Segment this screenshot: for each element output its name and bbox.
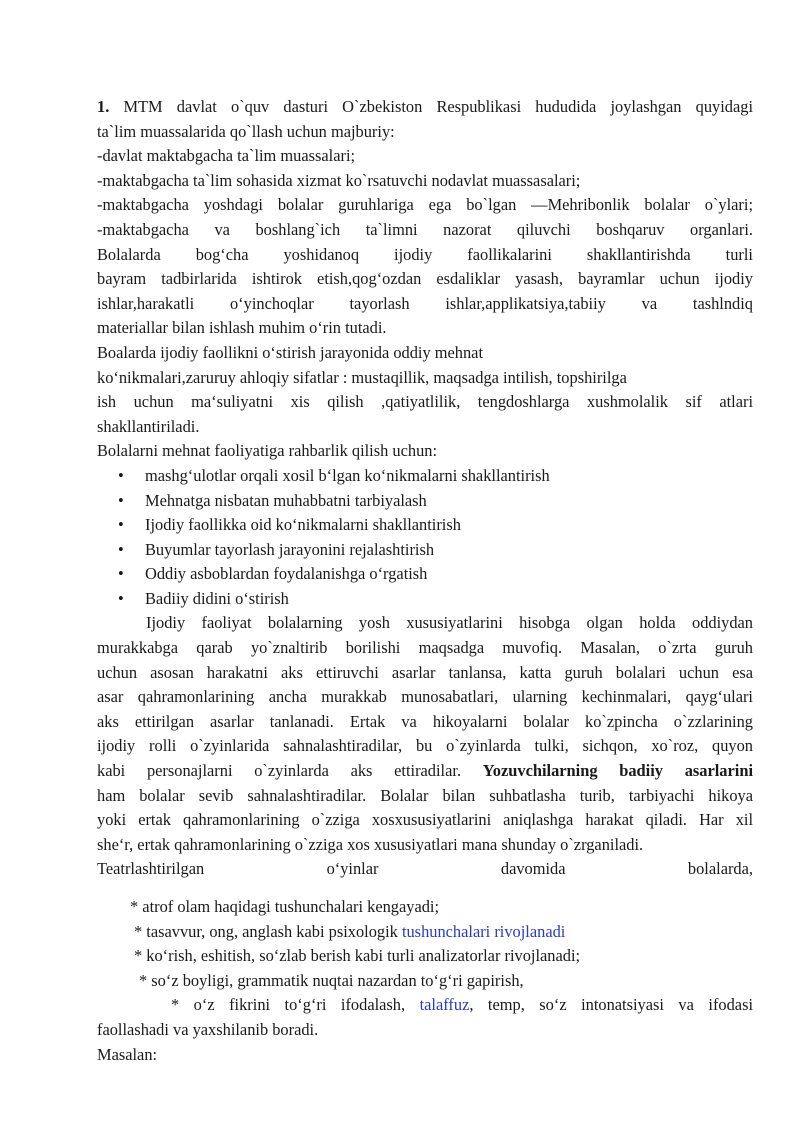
list-item: • mashg‘ulotlar orqali xosil b‘lgan ko‘nikmalarni shakllantirish: [118, 464, 753, 489]
bullet-icon: •: [118, 465, 124, 485]
text-line: ham bolalar sevib sahnalashtiradilar. Bolalar bilan suhbatlasha turib, tarbiyachi hikoya: [97, 785, 753, 805]
text-line: Teatrlashtirilgan o‘yinlar davomida bolalarda,: [97, 859, 753, 879]
text-line: Boalarda ijodiy faollikni o‘stirish jarayonida oddiy mehnat: [97, 342, 484, 362]
text-line: Bolalarni mehnat faoliyatiga rahbarlik qilish uchun:: [97, 441, 438, 461]
paragraph-2: [97, 611, 753, 882]
star-item: * o‘z fikrini to‘g‘ri ifodalash, talaffuz, temp, so‘z intonatsiyasi va ifodasi: [171, 995, 753, 1015]
text-line: bayram tadbirlarida ishtirok etish,qog‘ozdan esdaliklar yasash, bayramlar uchun ijodiy: [97, 269, 753, 289]
spacer: [97, 882, 753, 895]
text-line: -maktabgacha ta`lim sohasida xizmat ko`rsatuvchi nodavlat muassasalari;: [97, 170, 581, 190]
list-item: • Mehnatga nisbatan muhabbatni tarbiyalash: [118, 489, 753, 514]
highlighted-link[interactable]: tushunchalari rivojlanadi: [401, 921, 566, 941]
list-item: • Buyumlar tayorlash jarayonini rejalashtirish: [118, 538, 753, 563]
text-line: faollashadi va yaxshilanib boradi.: [97, 1019, 319, 1039]
text-line: ishlar,harakatli o‘yinchoqlar tayorlash ishlar,applikatsiya,tabiiy va tashlndiq: [97, 293, 753, 313]
text-line: shakllantiriladi.: [97, 416, 200, 436]
star-item: * atrof olam haqidagi tushunchalari kengayadi;: [130, 897, 440, 916]
star-item: * so‘z boyligi, grammatik nuqtai nazardan to‘g‘ri gapirish,: [139, 970, 524, 990]
list-item: • Badiiy didini o‘stirish: [118, 587, 753, 612]
star-list: [97, 895, 753, 1043]
bullet-icon: •: [118, 588, 124, 608]
paragraph-1: [97, 95, 753, 464]
list-item: • Oddiy asboblardan foydalanishga o‘rgatish: [118, 562, 753, 587]
text-line: yoki ertak qahramonlarining o`zziga xosxususiyatlarini aniqlashga harakat qiladi. Har xil: [97, 810, 753, 830]
highlighted-link[interactable]: talaffuz: [419, 995, 470, 1015]
text-line: ijodiy rolli o`zyinlarida sahnalashtiradilar, bu o`zyinlarda tulki, sichqon, xo`roz, quyon: [97, 736, 753, 756]
bullet-icon: •: [118, 515, 124, 535]
bullet-list: [97, 464, 753, 612]
text-line: Bolalarda bog‘cha yoshidanoq ijodiy faollikalarini shakllantirishda turli: [97, 244, 753, 264]
bullet-icon: •: [118, 539, 124, 559]
bullet-icon: •: [118, 564, 124, 584]
text-line: -maktabgacha va boshlang`ich ta`limni nazorat qiluvchi boshqaruv organlari.: [97, 219, 753, 239]
text-line: uchun asosan harakatni aks ettiruvchi asarlar tanlansa, katta guruh bolalari uchun esa: [97, 662, 753, 682]
text-line: materiallar bilan ishlash muhim o‘rin tutadi.: [97, 318, 387, 338]
text-line: -davlat maktabgacha ta`lim muassalari;: [97, 146, 356, 166]
text-line: asar qahramonlarining ancha murakkab munosabatlari, ularning kechinmalari, qayg‘ulari: [97, 687, 753, 707]
text-line: ko‘nikmalari,zaruruy ahloqiy sifatlar : mustaqillik, maqsadga intilish, topshirilga: [97, 367, 627, 387]
closing-line: Masalan:: [97, 1044, 158, 1064]
text-line: she‘r, ertak qahramonlarining o`zziga xos xususiyatlari mana shunday o`zrganiladi.: [97, 834, 644, 854]
star-item: * tasavvur, ong, anglash kabi psixologik tushunchalari rivojlanadi: [134, 921, 566, 941]
text-line: 1. MTM davlat o`quv dasturi O`zbekiston Respublikasi hududida joylashgan quyidagi: [97, 97, 753, 116]
text-line: -maktabgacha yoshdagi bolalar guruhlariga ega bo`lgan —Mehribonlik bolalar o`ylari;: [97, 195, 753, 215]
document-page: [97, 95, 753, 1067]
bold-phrase: Yozuvchilarning badiiy asarlarini: [482, 761, 753, 781]
star-item: * ko‘rish, eshitish, so‘zlab berish kabi turli analizatorlar rivojlanadi;: [134, 946, 581, 966]
text-line: kabi personajlarni o`zyinlarda aks ettiradilar. Yozuvchilarning badiiy asarlarini: [97, 761, 753, 781]
text-line: Ijodiy faoliyat bolalarning yosh xususiyatlarini hisobga olgan holda oddiydan: [146, 613, 753, 633]
text-line: ta`lim muassalarida qo`llash uchun majburiy:: [97, 121, 395, 141]
item-number: 1.: [97, 97, 110, 116]
bullet-icon: •: [118, 490, 124, 510]
text-line: ish uchun ma‘suliyatni xis qilish ,qatiyatlilik, tengdoshlarga xushmolalik sif atlari: [97, 392, 753, 412]
list-item: • Ijodiy faollikka oid ko‘nikmalarni shakllantirish: [118, 513, 753, 538]
text-line: aks ettirilgan asarlar tanlanadi. Ertak va hikoyalarni bolalar ko`zpincha o`zzlarining: [97, 711, 753, 731]
text-line: murakkabga qarab yo`znaltirib borilishi maqsadga muvofiq. Masalan, o`zrta guruh: [97, 638, 753, 658]
